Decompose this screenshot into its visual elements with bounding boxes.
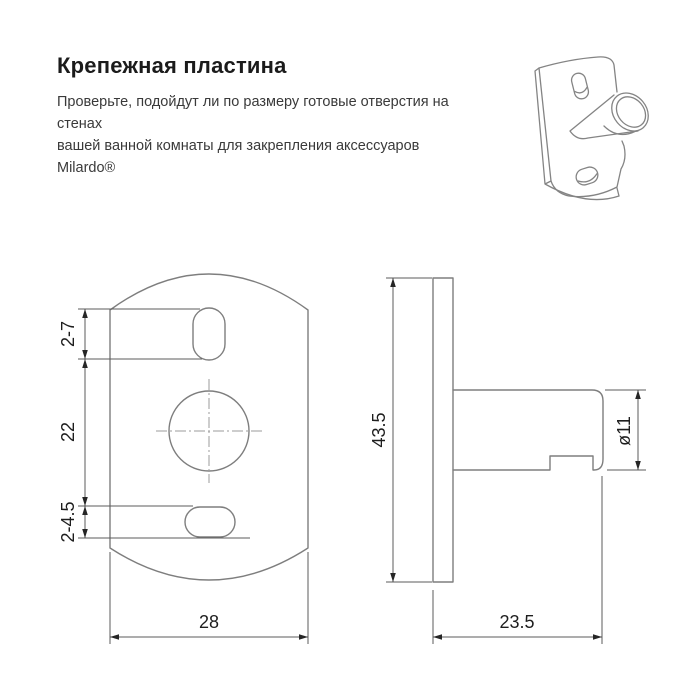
iso-top-oval-hole (570, 72, 590, 101)
front-top-slot-hole (193, 308, 225, 360)
dim-label-height: 43.5 (369, 412, 389, 448)
page-title: Крепежная пластина (57, 53, 287, 78)
side-view (433, 278, 603, 582)
description-line-2: вашей ванной комнаты для закрепления аксессуаров Milardo® (57, 138, 420, 176)
front-bottom-slot-hole (185, 507, 235, 537)
dim-label-bottom-slot: 2-4.5 (58, 501, 78, 543)
front-left-dimension-lines (78, 309, 250, 538)
iso-bottom-oval-hole (574, 165, 600, 187)
dim-label-center-span: 22 (58, 421, 78, 443)
description-line-1: Проверьте, подойдут ли по размеру готовые отверстия на стенах (57, 94, 449, 132)
iso-plate-face-outline (539, 57, 625, 197)
front-view (110, 274, 308, 580)
side-height-dimension-lines (386, 278, 432, 582)
dim-label-depth: 23.5 (499, 612, 535, 632)
front-centerlines (156, 379, 262, 483)
dim-label-width: 28 (198, 612, 220, 632)
dim-label-pin-diameter: ø11 (614, 416, 634, 446)
iso-pin-body (570, 95, 638, 139)
isometric-view (535, 57, 656, 200)
side-pin-profile (453, 390, 603, 470)
iso-pin-cap-outer (604, 86, 656, 139)
front-view-dimensions (58, 309, 308, 644)
dim-label-top-slot: 2-7 (58, 320, 78, 348)
side-plate-profile (433, 278, 453, 582)
side-view-dimensions (369, 278, 646, 644)
